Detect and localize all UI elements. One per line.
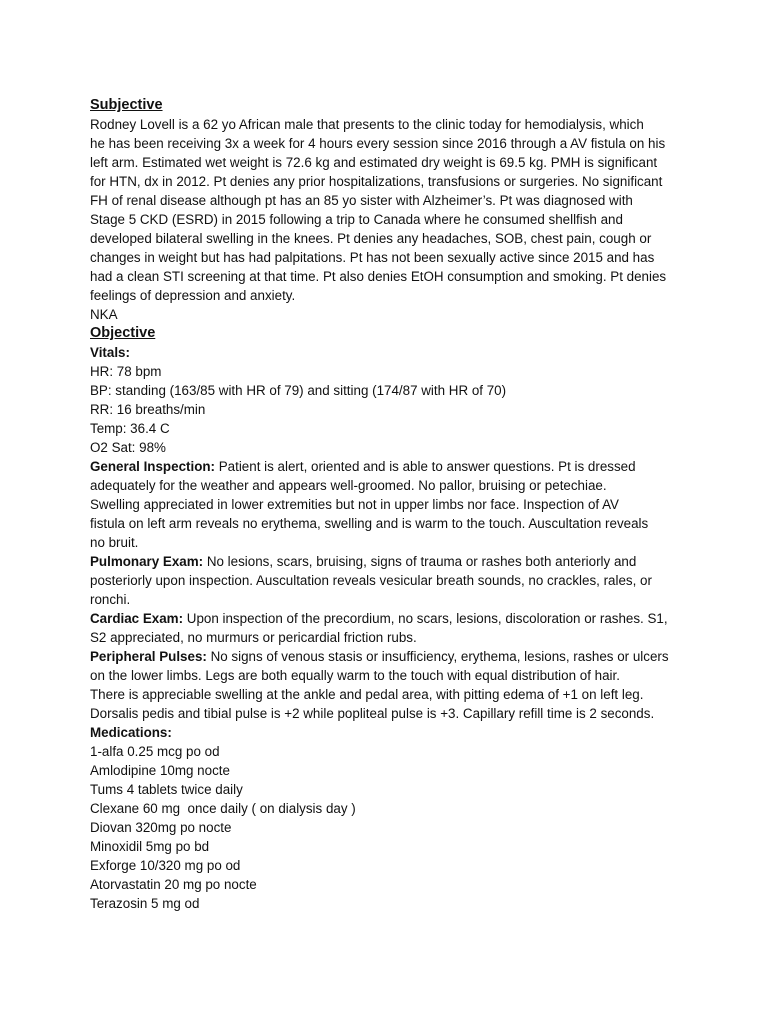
vitals-list <box>90 362 690 457</box>
medication-item: Exforge 10/320 mg po od <box>90 858 241 873</box>
general-inspection <box>90 457 690 552</box>
pulmonary-exam <box>90 552 690 609</box>
medication-item: Diovan 320mg po nocte <box>90 820 232 835</box>
vital-o2-sat: O2 Sat: 98% <box>90 440 166 455</box>
objective-heading: Objective <box>90 325 156 341</box>
vitals-label: Vitals: <box>90 345 130 360</box>
peripheral-pulses-text: No signs of venous stasis or insufficiency, erythema, lesions, rashes or ulcers on the lower limbs. Legs are both equally warm to the touch with equal distribution of hair. There is appreciable swelling at the ankle and pedal area, with pitting edema of +1 on left leg. Dorsalis pedis and tibial pulse is +2 while popliteal pulse is +3. Capillary refill time is 2 seconds. <box>90 649 669 721</box>
pulmonary-exam-label: Pulmonary Exam: <box>90 554 204 569</box>
vital-rr: RR: 16 breaths/min <box>90 402 206 417</box>
medication-item: Amlodipine 10mg nocte <box>90 763 230 778</box>
general-inspection-label: General Inspection: <box>90 459 216 474</box>
medication-item: Clexane 60 mg once daily ( on dialysis day ) <box>90 801 356 816</box>
medication-item: Tums 4 tablets twice daily <box>90 782 243 797</box>
vital-hr: HR: 78 bpm <box>90 364 162 379</box>
general-inspection-text: Patient is alert, oriented and is able to answer questions. Pt is dressed adequately for the weather and appears well-groomed. No pallor, bruising or petechiae. Swelling appreciated in lower extremities but not in upper limbs nor face. Inspection of AV fistula on left arm reveals no erythema, swelling and is warm to the touch. Auscultation reveals no bruit. <box>90 459 649 550</box>
medication-item: Atorvastatin 20 mg po nocte <box>90 877 257 892</box>
pulmonary-exam-text: No lesions, scars, bruising, signs of trauma or rashes both anteriorly and posteriorly upon inspection. Auscultation reveals vesicular breath sounds, no crackles, rales, or ronchi. <box>90 554 652 607</box>
vital-temp: Temp: 36.4 C <box>90 421 170 436</box>
peripheral-pulses-label: Peripheral Pulses: <box>90 649 207 664</box>
medication-item: Terazosin 5 mg od <box>90 896 200 911</box>
peripheral-pulses <box>90 647 690 723</box>
medications-list <box>90 742 690 913</box>
subjective-heading: Subjective <box>90 97 163 113</box>
cardiac-exam <box>90 609 690 647</box>
cardiac-exam-text: Upon inspection of the precordium, no scars, lesions, discoloration or rashes. S1, S2 appreciated, no murmurs or pericardial friction rubs. <box>90 611 668 645</box>
allergies-text: NKA <box>90 307 118 322</box>
medication-item: Minoxidil 5mg po bd <box>90 839 210 854</box>
medication-item: 1-alfa 0.25 mcg po od <box>90 744 220 759</box>
subjective-text: Rodney Lovell is a 62 yo African male that presents to the clinic today for hemodialysis, which he has been receiving 3x a week for 4 hours every session since 2016 through a AV fistula on his left arm. Estimated wet weight is 72.6 kg and estimated dry weight is 69.5 kg. PMH is significant for HTN, dx in 2012. Pt denies any prior hospitalizations, transfusions or surgeries. No significant FH of renal disease although pt has an 85 yo sister with Alzheimer’s. Pt was diagnosed with Stage 5 CKD (ESRD) in 2015 following a trip to Canada where he consumed shellfish and developed bilateral swelling in the knees. Pt denies any headaches, SOB, chest pain, cough or changes in weight but has had palpitations. Pt has not been sexually active since 2015 and has had a clean STI screening at that time. Pt also denies EtOH consumption and smoking. Pt denies feelings of depression and anxiety. <box>90 117 667 303</box>
cardiac-exam-label: Cardiac Exam: <box>90 611 184 626</box>
document-page <box>90 96 690 913</box>
medications-label: Medications: <box>90 725 172 740</box>
vital-bp: BP: standing (163/85 with HR of 79) and sitting (174/87 with HR of 70) <box>90 383 507 398</box>
